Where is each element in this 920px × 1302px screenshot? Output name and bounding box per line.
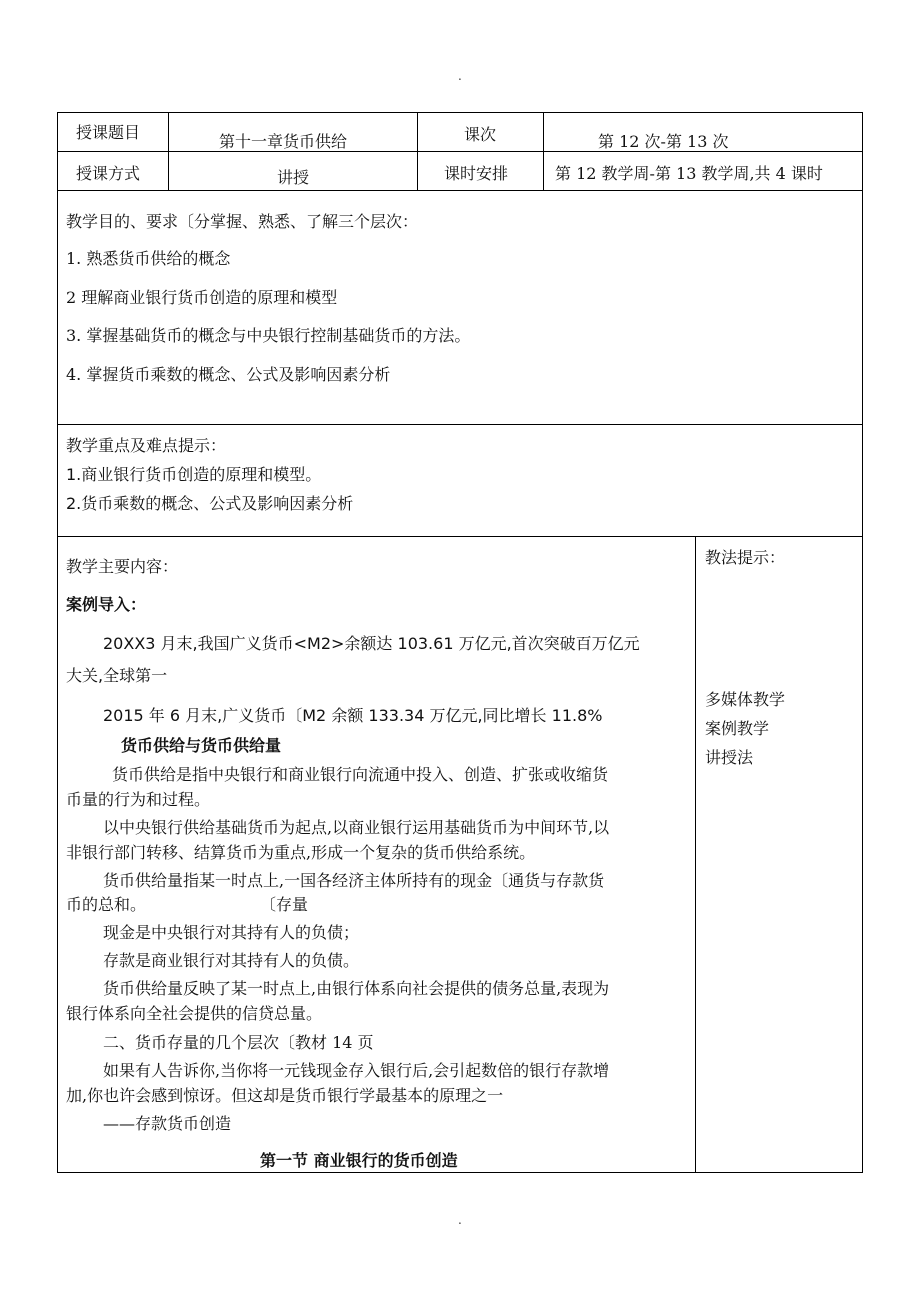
session-label: 课次 xyxy=(464,125,497,144)
header-row-divider xyxy=(57,151,863,152)
header-col-divider-2 xyxy=(417,112,418,190)
method-item: 讲授法 xyxy=(705,748,754,767)
objectives-title: 教学目的、要求〔分掌握、熟悉、了解三个层次： xyxy=(66,212,419,231)
paragraph-7: 二、货币存量的几个层次〔教材 14 页 xyxy=(103,1033,374,1052)
case-paragraph-2: 2015 年 6 月末,广义货币〔M2 余额 133.34 万亿元,同比增长 11.8% xyxy=(103,706,603,725)
paragraph-1-line-2: 币量的行为和过程。 xyxy=(66,790,211,809)
paragraph-8-line-2: 加,你也许会感到惊讶。但这却是货币银行学最基本的原理之一 xyxy=(66,1086,504,1105)
paragraph-6-line-2: 银行体系向全社会提供的信贷总量。 xyxy=(66,1004,323,1023)
objectives-bottom-divider xyxy=(57,424,863,425)
lesson-title-value: 第十一章货币供给 xyxy=(219,132,348,151)
page-mark-bottom: . xyxy=(458,1213,462,1227)
page-mark-top: . xyxy=(458,69,462,83)
paragraph-3-stock-note: 〔存量 xyxy=(260,895,309,914)
keypoint-item: 2.货币乘数的概念、公式及影响因素分析 xyxy=(66,494,354,513)
method-item: 多媒体教学 xyxy=(705,690,786,709)
header-col-divider-1 xyxy=(168,112,169,190)
paragraph-6-line-1: 货币供给量反映了某一时点上,由银行体系向社会提供的债务总量,表现为 xyxy=(103,979,610,998)
case-paragraph-1-line-1: 20XX3 月末,我国广义货币<M2>余额达 103.61 万亿元,首次突破百万亿元 xyxy=(103,634,640,653)
header-col-divider-3 xyxy=(543,112,544,190)
objective-item: 2 理解商业银行货币创造的原理和模型 xyxy=(66,288,338,307)
paragraph-4: 现金是中央银行对其持有人的负债； xyxy=(103,923,360,942)
method-item: 案例教学 xyxy=(705,719,770,738)
objective-item: 4. 掌握货币乘数的概念、公式及影响因素分析 xyxy=(66,365,391,384)
paragraph-9: ——存款货币创造 xyxy=(103,1114,232,1133)
methods-title: 教法提示： xyxy=(705,548,786,567)
paragraph-8-line-1: 如果有人告诉你,当你将一元钱现金存入银行后,会引起数倍的银行存款增 xyxy=(103,1061,610,1080)
teaching-mode-label: 授课方式 xyxy=(76,164,141,183)
case-paragraph-1-line-2: 大关,全球第一 xyxy=(66,666,168,685)
keypoint-item: 1.商业银行货币创造的原理和模型。 xyxy=(66,465,322,484)
objective-item: 3. 掌握基础货币的概念与中央银行控制基础货币的方法。 xyxy=(66,326,471,345)
keypoints-bottom-divider xyxy=(57,536,863,537)
teaching-mode-value: 讲授 xyxy=(277,168,310,187)
paragraph-2-line-1: 以中央银行供给基础货币为起点,以商业银行运用基础货币为中间环节,以 xyxy=(103,818,610,837)
paragraph-1-line-1: 货币供给是指中央银行和商业银行向流通中投入、创造、扩张或收缩货 xyxy=(112,765,609,784)
lesson-title-label: 授课题目 xyxy=(76,123,141,142)
keypoints-title: 教学重点及难点提示： xyxy=(66,436,227,455)
paragraph-5: 存款是商业银行对其持有人的负债。 xyxy=(103,951,360,970)
paragraph-3-line-2: 币的总和。 xyxy=(66,895,147,914)
section-heading: 货币供给与货币供给量 xyxy=(121,736,282,755)
main-content-title: 教学主要内容： xyxy=(66,557,179,576)
objective-item: 1. 熟悉货币供给的概念 xyxy=(66,249,231,268)
paragraph-3-line-1: 货币供给量指某一时点上,一国各经济主体所持有的现金〔通货与存款货 xyxy=(103,871,605,890)
header-bottom-divider xyxy=(57,190,863,191)
schedule-label: 课时安排 xyxy=(444,164,509,183)
schedule-value: 第 12 教学周-第 13 教学周,共 4 课时 xyxy=(555,164,823,183)
session-value: 第 12 次-第 13 次 xyxy=(598,132,729,151)
case-heading: 案例导入： xyxy=(66,595,147,614)
chapter-heading: 第一节 商业银行的货币创造 xyxy=(260,1151,458,1170)
methods-col-divider xyxy=(695,536,696,1173)
paragraph-2-line-2: 非银行部门转移、结算货币为重点,形成一个复杂的货币供给系统。 xyxy=(66,843,536,862)
